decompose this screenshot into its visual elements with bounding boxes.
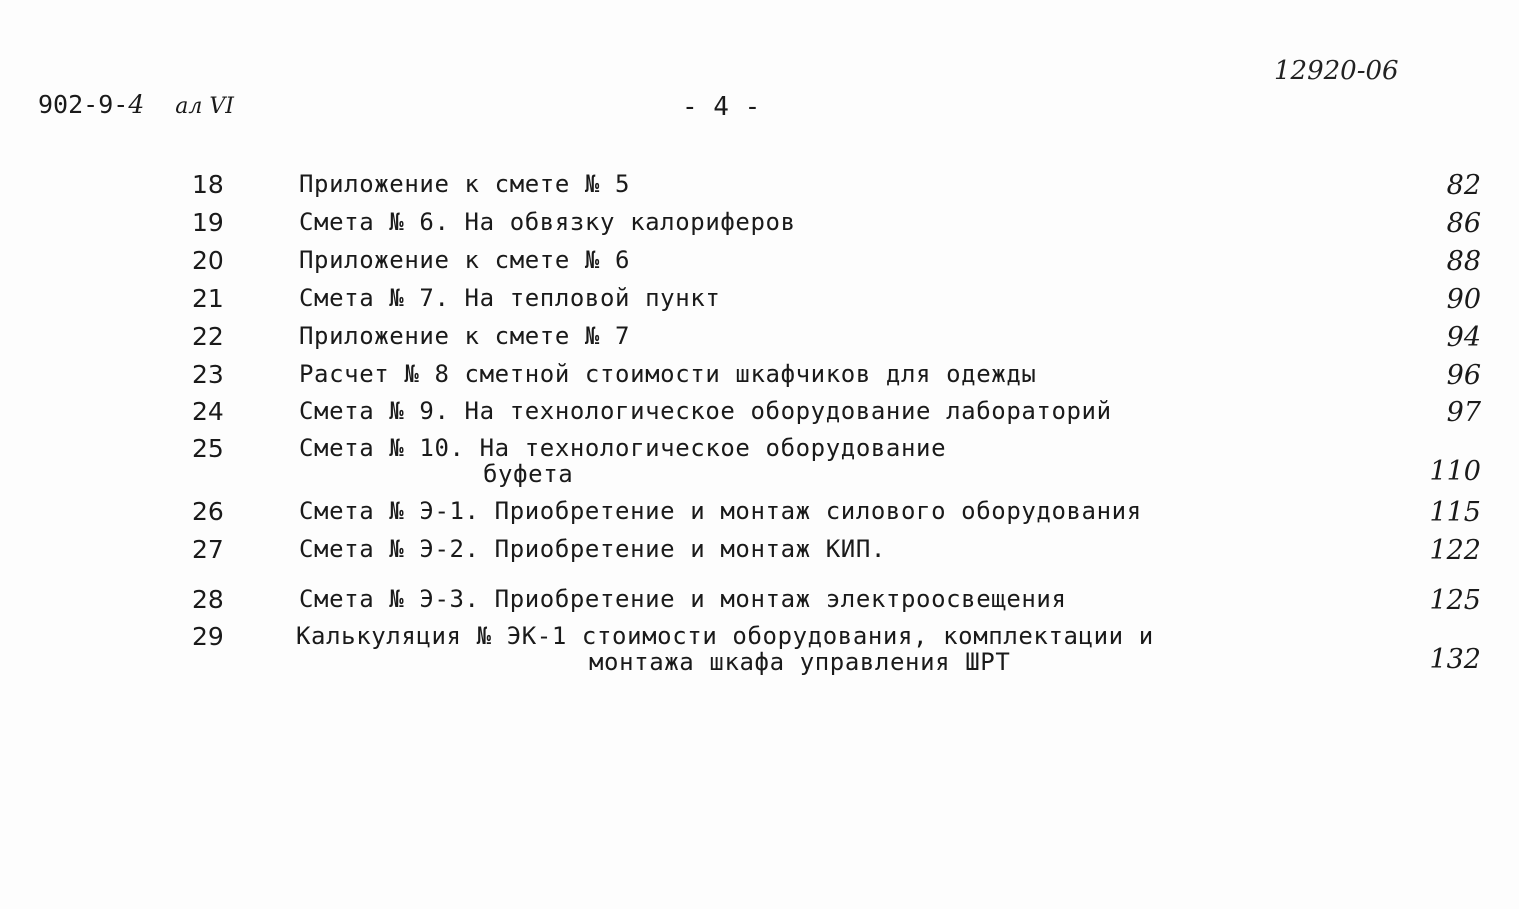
toc-row-title-line: Смета № Э-3. Приобретение и монтаж электроосвещения: [299, 585, 1067, 613]
toc-row-title: [299, 434, 946, 486]
toc-row-title: [299, 246, 630, 274]
document-code: [38, 90, 234, 119]
toc-row-title-line: Расчет № 8 сметной стоимости шкафчиков для одежды: [299, 360, 1037, 388]
toc-row-title-line: Смета № 9. На технологическое оборудование лабораторий: [299, 397, 1112, 425]
document-code-handwritten: 4: [128, 90, 145, 119]
toc-row-title: [299, 360, 1036, 388]
toc-row-page: 96: [1446, 360, 1481, 391]
toc-row-page: 132: [1429, 644, 1481, 675]
toc-row-number: 23: [192, 360, 224, 389]
toc-row-page: 97: [1446, 397, 1481, 428]
toc-row-number: 20: [192, 246, 224, 275]
toc-row-page: 90: [1446, 284, 1481, 315]
toc-row-page: 125: [1429, 585, 1481, 616]
toc-row-number: 27: [192, 535, 224, 564]
toc-row-number: 25: [192, 434, 224, 463]
toc-row-title: [299, 585, 1067, 613]
toc-row-title-line: Смета № 10. На технологическое оборудование: [299, 434, 947, 462]
archive-number: 12920-06: [1274, 56, 1399, 86]
toc-row-page: 94: [1446, 322, 1481, 353]
toc-row-number: 19: [192, 208, 224, 237]
toc-row-title-continuation: буфета: [483, 460, 574, 488]
album-label: ал VI: [175, 94, 234, 119]
toc-row-title: [299, 284, 720, 312]
toc-row-title: [299, 535, 886, 563]
toc-row-title: [296, 622, 1154, 674]
toc-row-page: 82: [1446, 170, 1481, 201]
toc-row-title-continuation: монтажа шкафа управления ШРТ: [589, 648, 1011, 676]
toc-row-page: 122: [1429, 535, 1481, 566]
toc-row-title-line: Калькуляция № ЭК-1 стоимости оборудования, комплектации и: [296, 622, 1154, 650]
toc-row-title-line: Смета № 6. На обвязку калориферов: [299, 208, 796, 236]
toc-row-number: 24: [192, 397, 224, 426]
toc-row-number: 28: [192, 585, 224, 614]
toc-row-title: [299, 497, 1142, 525]
toc-row-page: 86: [1446, 208, 1481, 239]
toc-row-title-line: Приложение к смете № 6: [299, 246, 631, 274]
toc-row-title-line: Смета № Э-2. Приобретение и монтаж КИП.: [299, 535, 886, 563]
toc-row-number: 18: [192, 170, 224, 199]
toc-row-number: 29: [192, 622, 224, 651]
toc-row-title-line: Приложение к смете № 5: [299, 170, 631, 198]
toc-row-title-line: Смета № 7. На тепловой пункт: [299, 284, 721, 312]
toc-row-title: [299, 170, 630, 198]
toc-row-title: [299, 397, 1112, 425]
toc-row-number: 21: [192, 284, 224, 313]
toc-row-title: [299, 208, 796, 236]
toc-row-page: 110: [1429, 456, 1481, 487]
toc-row-number: 26: [192, 497, 224, 526]
page-number: - 4 -: [682, 92, 761, 122]
toc-row-page: 88: [1446, 246, 1481, 277]
toc-row-title-line: Смета № Э-1. Приобретение и монтаж силового оборудования: [299, 497, 1142, 525]
toc-row-page: 115: [1429, 497, 1481, 528]
toc-row-number: 22: [192, 322, 224, 351]
toc-row-title: [299, 322, 630, 350]
document-code-printed: 902-9-: [38, 90, 129, 119]
toc-row-title-line: Приложение к смете № 7: [299, 322, 631, 350]
